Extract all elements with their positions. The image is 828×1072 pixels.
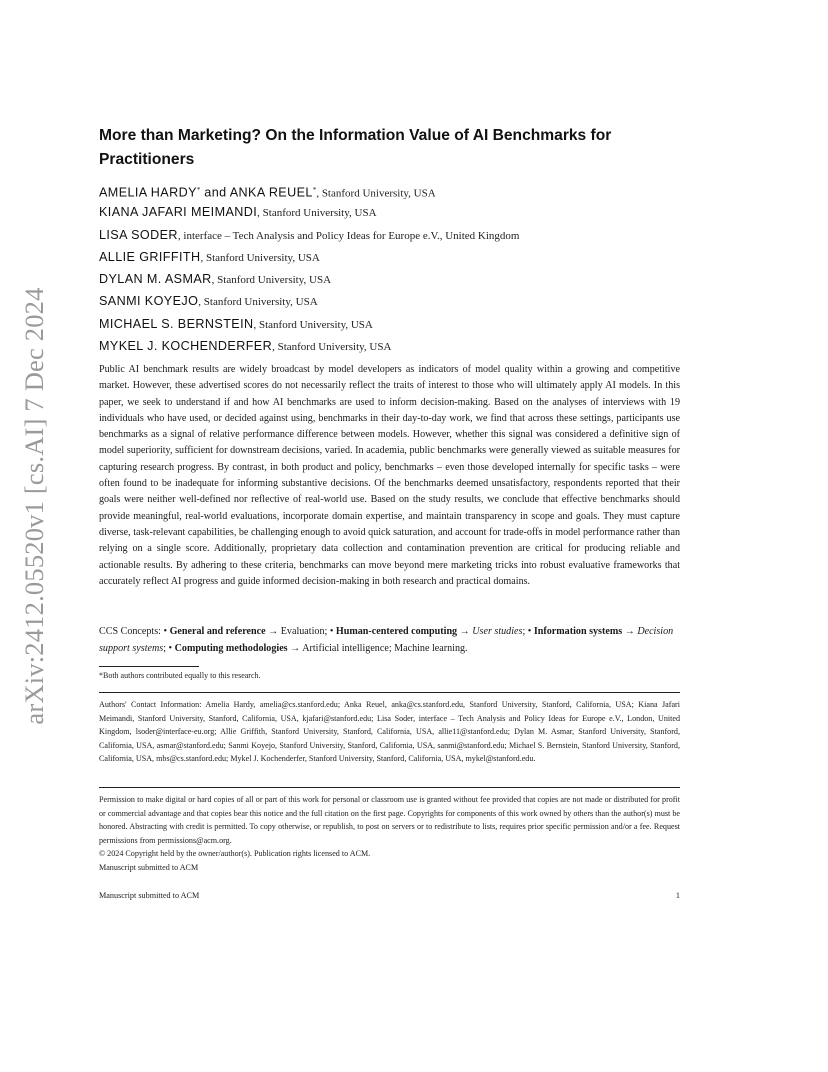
author-affiliation: , Stanford University, USA	[253, 318, 373, 331]
author-list	[99, 179, 739, 357]
permission-rule	[99, 787, 680, 788]
abstract: Public AI benchmark results are widely broadcast by model developers as indicators of model quality within a growing and competitive market. However, these advertised scores do not necessarily reflect the traits of interest to those who will ultimately apply AI models. In this paper, we seek to understand if and how AI benchmarks are used to inform decision-making. Based on the analyses of interviews with 19 individuals who have used, or decided against using, benchmarks in their day-to-day work, we find that across these settings, participants use benchmarks as a signal of relative performance difference between models. However, whether this signal was considered a definitive sign of model superiority, sufficient for downstream decisions, varied. In academia, public benchmarks were generally viewed as suitable measures for capturing research progress. By contrast, in both product and policy, benchmarks – even those developed internally for specific tasks – were often found to be inadequate for informing substantive decisions. Of the benchmarks deemed unsatisfactory, respondents reported that their goals were neither well-defined nor reflective of real-world use. Based on the study results, we conclude that effective benchmarks should provide meaningful, real-world evaluations, incorporate domain expertise, and maintain transparency in scope and goals. They must capture diverse, task-relevant capabilities, be challenging enough to avoid quick saturation, and account for trade-offs in model performance rather than relying on a single score. Additionally, proprietary data collection and contamination prevention are critical for producing reliable and actionable results. By adhering to these criteria, benchmarks can move beyond mere marketing tricks into robust evaluative frameworks that accurately reflect AI progress and guide informed decision-making in both research and practical domains.	[99, 364, 680, 587]
arxiv-side-stamp: arXiv:2412.05520v1 [cs.AI] 7 Dec 2024	[19, 287, 49, 725]
author-name: KIANA JAFARI MEIMANDI	[99, 205, 258, 220]
author-line	[99, 268, 739, 290]
author-line	[99, 313, 739, 335]
author-affiliation: , Stanford University, USA	[272, 341, 392, 354]
contact-rule	[99, 692, 680, 693]
author-name: DYLAN M. ASMAR	[99, 272, 212, 287]
author-affiliation: , Stanford University, USA	[198, 296, 318, 309]
author-line	[99, 179, 739, 201]
copyright-line: © 2024 Copyright held by the owner/author(s). Publication rights licensed to ACM.	[99, 849, 371, 859]
author-name: SANMI KOYEJO	[99, 294, 199, 309]
ccs-arrow: →	[622, 626, 638, 637]
ccs-subconcept: Decision support systems	[99, 626, 674, 654]
author-line	[99, 201, 739, 223]
ccs-subconcept: Evaluation	[280, 626, 325, 637]
page-number: 1	[675, 891, 680, 900]
author-contact-information: Authors' Contact Information: Amelia Hardy, amelia@cs.stanford.edu; Anka Reuel, anka@cs.stanford.edu, Stanford University, Stanford, California, USA; Kiana Jafari Meimandi, Stanford University, Stanford, California, USA, kjafari@stanford.edu; Lisa Soder, interface – Tech Analysis and Policy Ideas for Europe e.V., London, United Kingdom, lsoder@interface-eu.org; Allie Griffith, Stanford University, Stanford, California, USA, allie11@stanford.edu; Dylan M. Asmar, Stanford University, Stanford, California, USA, asmar@stanford.edu; Sanmi Koyejo, Stanford University, Stanford, California, USA, sanmi@stanford.edu; Michael S. Bernstein, Stanford University, Stanford, California, USA, mbs@cs.stanford.edu; Mykel J. Kochenderfer, Stanford University, Stanford, California, USA, mykel@stanford.edu.	[99, 700, 680, 764]
author-name: AMELIA HARDY	[99, 185, 197, 200]
permission-block	[99, 793, 680, 875]
ccs-concept: Information systems	[533, 626, 623, 637]
author-name: ANKA REUEL	[229, 185, 313, 200]
author-affiliation: , Stanford University, USA	[211, 274, 332, 287]
footer-manuscript: Manuscript submitted to ACM	[99, 891, 200, 900]
author-name: MYKEL J. KOCHENDERFER	[99, 339, 273, 354]
author-affiliation: , Stanford University, USA	[257, 207, 377, 220]
author-line	[99, 290, 739, 312]
equal-contribution-footnote: *Both authors contributed equally to this research.	[99, 671, 261, 680]
author-line	[99, 246, 739, 268]
author-name: MICHAEL S. BERNSTEIN	[99, 316, 254, 331]
ccs-concepts	[99, 624, 680, 657]
permission-text: Permission to make digital or hard copies of all or part of this work for personal or classroom use is granted without fee provided that copies are not made or distributed for profit or commercial advantage and that copies bear this notice and the full citation on the first page. Copyrights for components of this work owned by others than the author(s) must be honored. Abstracting with credit is permitted. To copy otherwise, or republish, to post on servers or to redistribute to lists, requires prior specific permission and/or a fee. Request permissions from permissions@acm.org.	[99, 795, 680, 845]
paper-title: More than Marketing? On the Information Value of AI Benchmarks for Practitioners	[99, 127, 612, 168]
author-name: LISA SODER	[99, 227, 178, 242]
footnote-rule	[99, 666, 199, 667]
ccs-separator: ; •	[324, 626, 336, 637]
ccs-concept: Human-centered computing	[335, 626, 458, 637]
ccs-subconcept: User studies	[472, 626, 523, 637]
ccs-subconcept: Artificial intelligence; Machine learning.	[302, 642, 468, 654]
arxiv-stamp-container	[14, 268, 54, 744]
ccs-separator: ; •	[163, 642, 175, 654]
author-line	[99, 335, 739, 357]
equal-contribution-mark: *	[196, 186, 201, 194]
ccs-concept: General and reference	[169, 626, 266, 637]
ccs-arrow: →	[265, 626, 281, 637]
author-separator: and	[200, 185, 230, 200]
author-line	[99, 224, 739, 246]
author-affiliation: , Stanford University, USA	[200, 251, 320, 264]
ccs-arrow: →	[287, 642, 303, 654]
ccs-arrow: →	[457, 626, 473, 637]
manuscript-note: Manuscript submitted to ACM	[99, 862, 199, 872]
author-name: ALLIE GRIFFITH	[99, 249, 201, 264]
author-affiliation: , Stanford University, USA	[316, 187, 436, 200]
ccs-prefix: CCS Concepts: •	[99, 626, 170, 637]
equal-contribution-mark: *	[312, 186, 317, 194]
ccs-separator: ; •	[522, 626, 534, 637]
ccs-concept: Computing methodologies	[174, 642, 288, 654]
author-affiliation: , interface – Tech Analysis and Policy Ideas for Europe e.V., United Kingdom	[177, 229, 520, 242]
